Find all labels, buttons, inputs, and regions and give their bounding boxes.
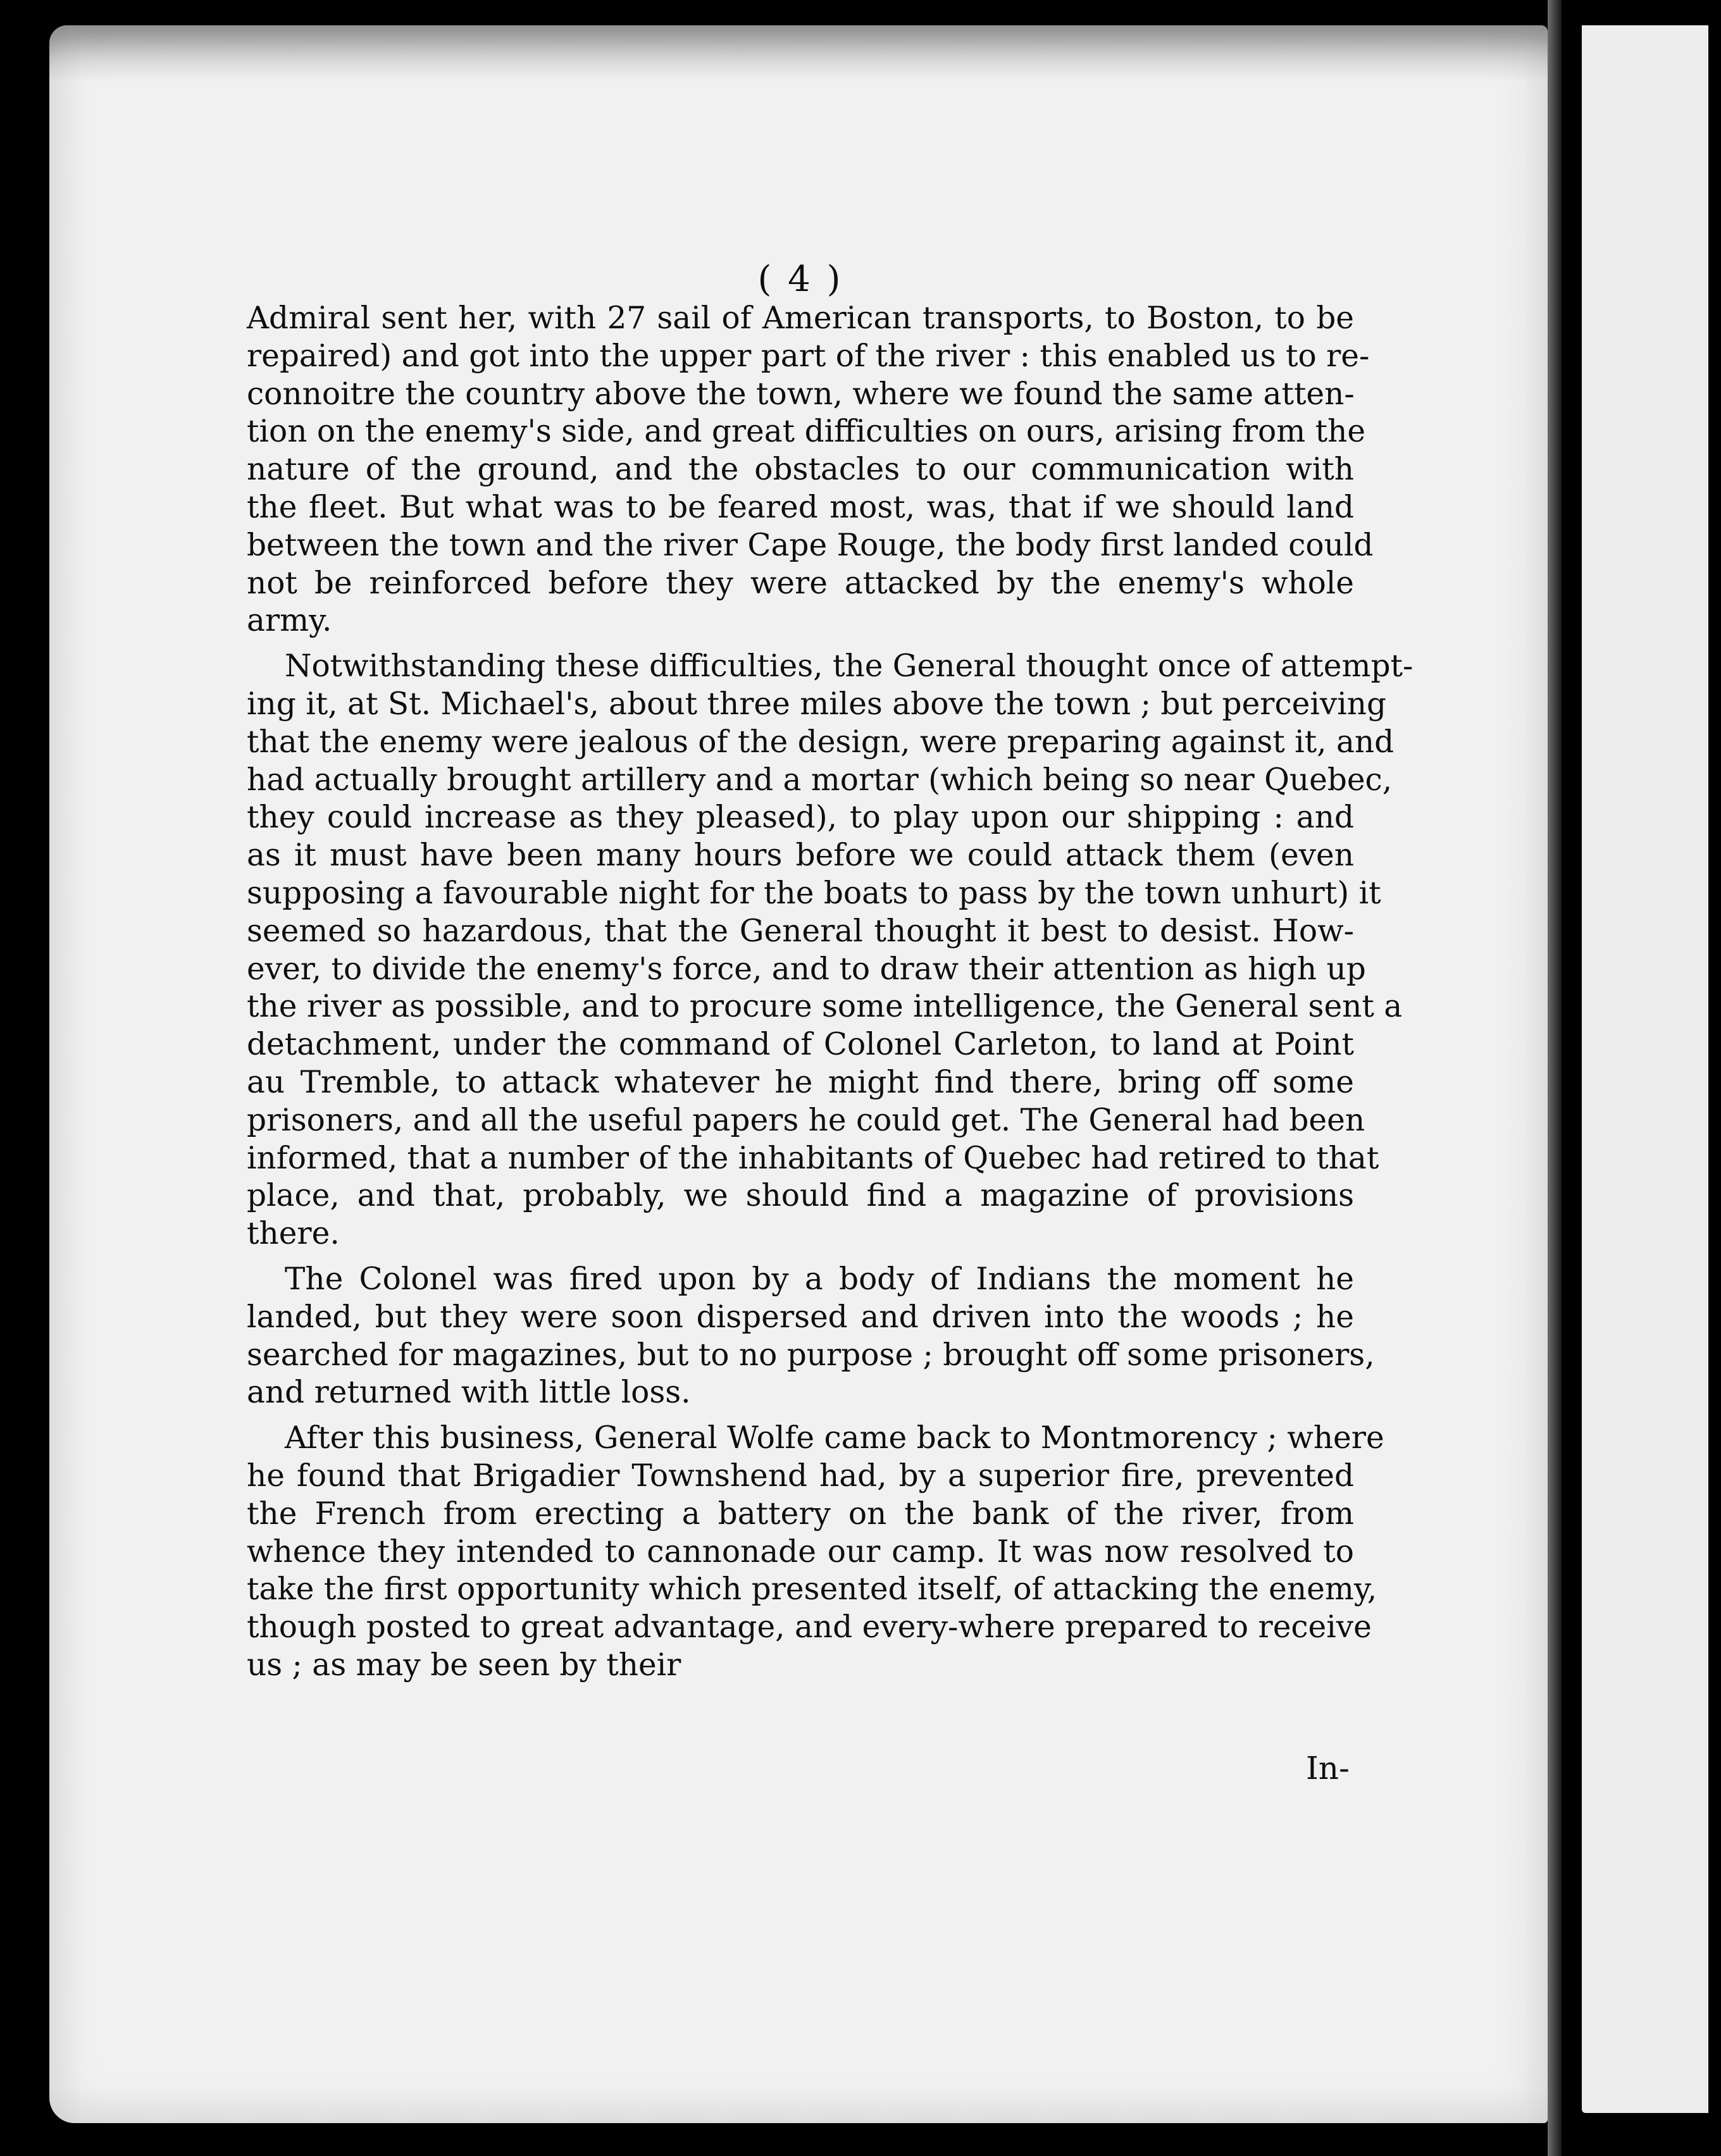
text-line: Notwithstanding these difficulties, the General thought once of attempt- bbox=[285, 648, 1413, 685]
text-line: nature of the ground, and the obstacles to our communication with bbox=[247, 452, 1354, 488]
text-line: informed, that a number of the inhabitants of Quebec had retired to that bbox=[247, 1140, 1379, 1176]
text-line: ever, to divide the enemy's force, and to draw their attention as high up bbox=[247, 951, 1366, 987]
text-line: he found that Brigadier Townshend had, by a superior fire, prevented bbox=[247, 1458, 1354, 1494]
facing-page-sheet bbox=[1582, 25, 1708, 2113]
text-line: whence they intended to cannonade our camp. It was now resolved to bbox=[247, 1533, 1354, 1570]
text-line: After this business, General Wolfe came back to Montmorency ; where bbox=[285, 1420, 1384, 1456]
text-line: there. bbox=[247, 1216, 340, 1252]
text-line: place, and that, probably, we should find a magazine of provisions bbox=[247, 1178, 1354, 1214]
text-line: us ; as may be seen by their bbox=[247, 1647, 681, 1683]
book-gutter bbox=[1548, 0, 1562, 2156]
text-line: though posted to great advantage, and every-where prepared to receive bbox=[247, 1609, 1372, 1645]
text-line: that the enemy were jealous of the design, were preparing against it, and bbox=[247, 724, 1395, 760]
text-line: between the town and the river Cape Rouge, the body first landed could bbox=[247, 527, 1374, 563]
text-line: detachment, under the command of Colonel Carleton, to land at Point bbox=[247, 1027, 1354, 1063]
text-line: take the first opportunity which presented itself, of attacking the enemy, bbox=[247, 1571, 1377, 1608]
text-line: prisoners, and all the useful papers he could get. The General had been bbox=[247, 1102, 1365, 1138]
text-line: not be reinforced before they were attacked by the enemy's whole bbox=[247, 565, 1354, 601]
text-line: the fleet. But what was to be feared most, was, that if we should land bbox=[247, 489, 1354, 525]
text-line: seemed so hazardous, that the General thought it best to desist. How- bbox=[247, 913, 1354, 949]
text-line: repaired) and got into the upper part of the river : this enabled us to re- bbox=[247, 338, 1370, 374]
page-shadow bbox=[49, 25, 1548, 82]
catchword: In- bbox=[1306, 1750, 1350, 1787]
text-line: searched for magazines, but to no purpose ; brought off some prisoners, bbox=[247, 1337, 1375, 1373]
text-line: had actually brought artillery and a mortar (which being so near Quebec, bbox=[247, 762, 1393, 798]
text-line: supposing a favourable night for the boats to pass by the town unhurt) it bbox=[247, 875, 1381, 911]
page-number: ( 4 ) bbox=[757, 259, 843, 300]
text-line: and returned with little loss. bbox=[247, 1375, 691, 1411]
page-text bbox=[247, 259, 1413, 1685]
text-line: the French from erecting a battery on the bank of the river, from bbox=[247, 1496, 1354, 1532]
text-line: they could increase as they pleased), to play upon our shipping : and bbox=[247, 800, 1354, 836]
text-line: landed, but they were soon dispersed and driven into the woods ; he bbox=[247, 1299, 1354, 1335]
text-line: the river as possible, and to procure some intelligence, the General sent a bbox=[247, 989, 1403, 1025]
text-line: ing it, at St. Michael's, about three miles above the town ; but perceiving bbox=[247, 686, 1387, 722]
text-line: Admiral sent her, with 27 sail of American transports, to Boston, to be bbox=[247, 300, 1354, 336]
text-line: as it must have been many hours before we could attack them (even bbox=[247, 838, 1354, 874]
text-line: army. bbox=[247, 603, 332, 639]
text-line: tion on the enemy's side, and great difficulties on ours, arising from the bbox=[247, 414, 1366, 450]
text-line: au Tremble, to attack whatever he might find there, bring off some bbox=[247, 1064, 1354, 1100]
text-line: connoitre the country above the town, where we found the same atten- bbox=[247, 376, 1355, 412]
text-line: The Colonel was fired upon by a body of Indians the moment he bbox=[285, 1261, 1354, 1297]
